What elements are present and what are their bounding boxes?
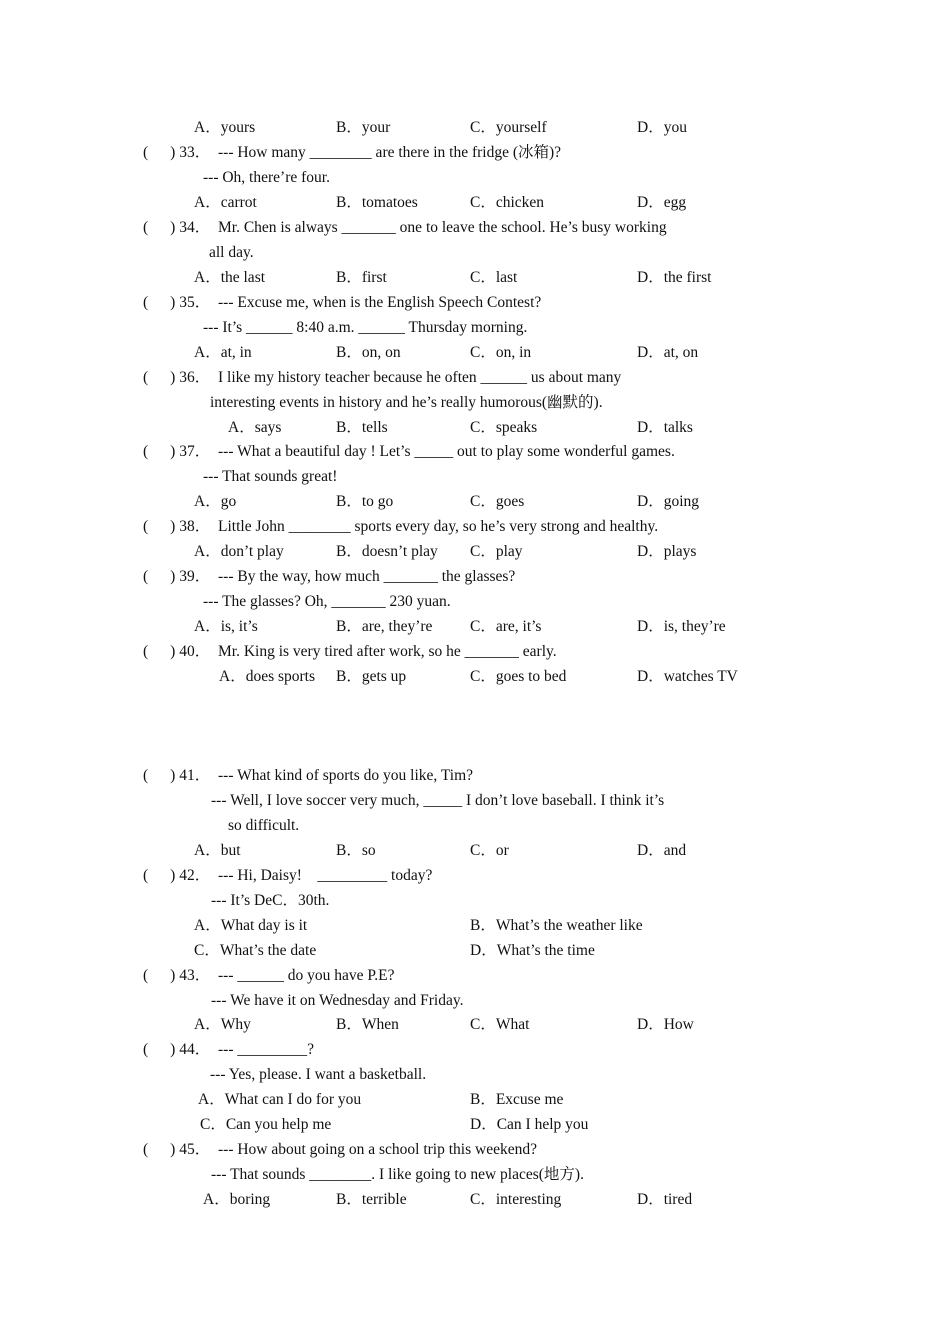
q44-option-c: C．Can you help me [200, 1116, 332, 1133]
q40-number: ( ) 40． [143, 643, 211, 660]
q43-option-a: A．Why [194, 1016, 251, 1033]
q42-option-c: C．What’s the date [194, 942, 317, 959]
q40-option-a: A．does sports [219, 668, 316, 685]
q35-stem-line1: --- Excuse me, when is the English Speech Contest? [218, 294, 542, 311]
q44-stem-line1: --- _________? [218, 1041, 314, 1058]
q39-option-b: B．are, they’re [336, 618, 433, 635]
q45-option-c: C．interesting [470, 1191, 562, 1208]
q44-number: ( ) 44． [143, 1041, 211, 1058]
q41-number: ( ) 41． [143, 767, 211, 784]
q41-option-a: A．but [194, 842, 241, 859]
q45-option-d: D．tired [637, 1191, 693, 1208]
q38-option-d: D．plays [637, 543, 697, 560]
q43-option-b: B．When [336, 1016, 399, 1033]
q33-option-a: A．carrot [194, 194, 257, 211]
q33-number: ( ) 33． [143, 144, 211, 161]
q37-option-c: C．goes [470, 493, 525, 510]
q33-option-d: D．egg [637, 194, 687, 211]
q40-option-c: C．goes to bed [470, 668, 567, 685]
q45-option-a: A．boring [203, 1191, 271, 1208]
q37-stem-line1: --- What a beautiful day ! Let’s _____ out to play some wonderful games. [218, 443, 675, 460]
q45-stem-line1: --- How about going on a school trip this weekend? [218, 1141, 537, 1158]
q42-option-a: A．What day is it [194, 917, 308, 934]
q40-option-d: D．watches TV [637, 668, 738, 685]
q36-number: ( ) 36． [143, 369, 211, 386]
q32-option-b: B．your [336, 119, 391, 136]
q36-option-a: A．says [228, 419, 282, 436]
q42-stem-line1: --- Hi, Daisy! _________ today? [218, 867, 433, 884]
q43-stem-line1: --- ______ do you have P.E? [218, 967, 395, 984]
q45-stem-line2: --- That sounds ________. I like going to new places(地方). [211, 1166, 584, 1183]
q39-stem-line1: --- By the way, how much _______ the glasses? [218, 568, 516, 585]
q41-stem-line1: --- What kind of sports do you like, Tim? [218, 767, 474, 784]
q42-option-d: D．What’s the time [470, 942, 595, 959]
q33-option-c: C．chicken [470, 194, 545, 211]
q38-option-a: A．don’t play [194, 543, 284, 560]
q37-stem-line2: --- That sounds great! [203, 468, 338, 485]
q35-option-d: D．at, on [637, 344, 699, 361]
q34-option-d: D．the first [637, 269, 712, 286]
q36-stem-line1: I like my history teacher because he often ______ us about many [218, 369, 622, 386]
q39-option-a: A．is, it’s [194, 618, 258, 635]
q32-option-c: C．yourself [470, 119, 547, 136]
q36-stem-line2: interesting events in history and he’s really humorous(幽默的). [210, 394, 603, 411]
q34-stem-line1: Mr. Chen is always _______ one to leave the school. He’s busy working [218, 219, 667, 236]
q41-option-d: D．and [637, 842, 687, 859]
q35-stem-line2: --- It’s ______ 8:40 a.m. ______ Thursday morning. [203, 319, 528, 336]
q36-option-d: D．talks [637, 419, 693, 436]
q35-option-c: C．on, in [470, 344, 532, 361]
q42-stem-line2: --- It’s DeC．30th. [211, 892, 330, 909]
q38-option-c: C．play [470, 543, 523, 560]
q34-option-a: A．the last [194, 269, 266, 286]
q32-option-d: D．you [637, 119, 687, 136]
q44-option-b: B．Excuse me [470, 1091, 564, 1108]
q37-number: ( ) 37． [143, 443, 211, 460]
q34-stem-line2: all day. [209, 244, 254, 261]
q35-option-b: B．on, on [336, 344, 401, 361]
q39-option-c: C．are, it’s [470, 618, 542, 635]
q41-option-c: C．or [470, 842, 509, 859]
q34-number: ( ) 34． [143, 219, 211, 236]
q33-stem-line1: --- How many ________ are there in the fridge (冰箱)? [218, 144, 562, 161]
q38-number: ( ) 38． [143, 518, 211, 535]
q44-stem-line2: --- Yes, please. I want a basketball. [210, 1066, 427, 1083]
q39-stem-line2: --- The glasses? Oh, _______ 230 yuan. [203, 593, 451, 610]
q42-number: ( ) 42． [143, 867, 211, 884]
q43-number: ( ) 43． [143, 967, 211, 984]
q41-option-b: B．so [336, 842, 376, 859]
q37-option-d: D．going [637, 493, 700, 510]
q35-number: ( ) 35． [143, 294, 211, 311]
q36-option-c: C．speaks [470, 419, 538, 436]
q39-number: ( ) 39． [143, 568, 211, 585]
q37-option-b: B．to go [336, 493, 394, 510]
q39-option-d: D．is, they’re [637, 618, 726, 635]
q44-option-d: D．Can I help you [470, 1116, 589, 1133]
q38-option-b: B．doesn’t play [336, 543, 438, 560]
q33-stem-line2: --- Oh, there’re four. [203, 169, 330, 186]
q44-option-a: A．What can I do for you [198, 1091, 362, 1108]
q40-option-b: B．gets up [336, 668, 407, 685]
q41-stem-line2: --- Well, I love soccer very much, _____ I don’t love baseball. I think it’s [211, 792, 665, 809]
q43-option-d: D．How [637, 1016, 694, 1033]
q43-option-c: C．What [470, 1016, 530, 1033]
q45-number: ( ) 45． [143, 1141, 211, 1158]
q45-option-b: B．terrible [336, 1191, 407, 1208]
q34-option-c: C．last [470, 269, 518, 286]
q32-option-a: A．yours [194, 119, 256, 136]
q43-stem-line2: --- We have it on Wednesday and Friday. [211, 992, 464, 1009]
q35-option-a: A．at, in [194, 344, 252, 361]
q41-stem-line3: so difficult. [228, 817, 300, 834]
q37-option-a: A．go [194, 493, 237, 510]
q34-option-b: B．first [336, 269, 387, 286]
q38-stem-line1: Little John ________ sports every day, so he’s very strong and healthy. [218, 518, 659, 535]
q36-option-b: B．tells [336, 419, 388, 436]
q40-stem-line1: Mr. King is very tired after work, so he _______ early. [218, 643, 557, 660]
q42-option-b: B．What’s the weather like [470, 917, 643, 934]
q33-option-b: B．tomatoes [336, 194, 418, 211]
